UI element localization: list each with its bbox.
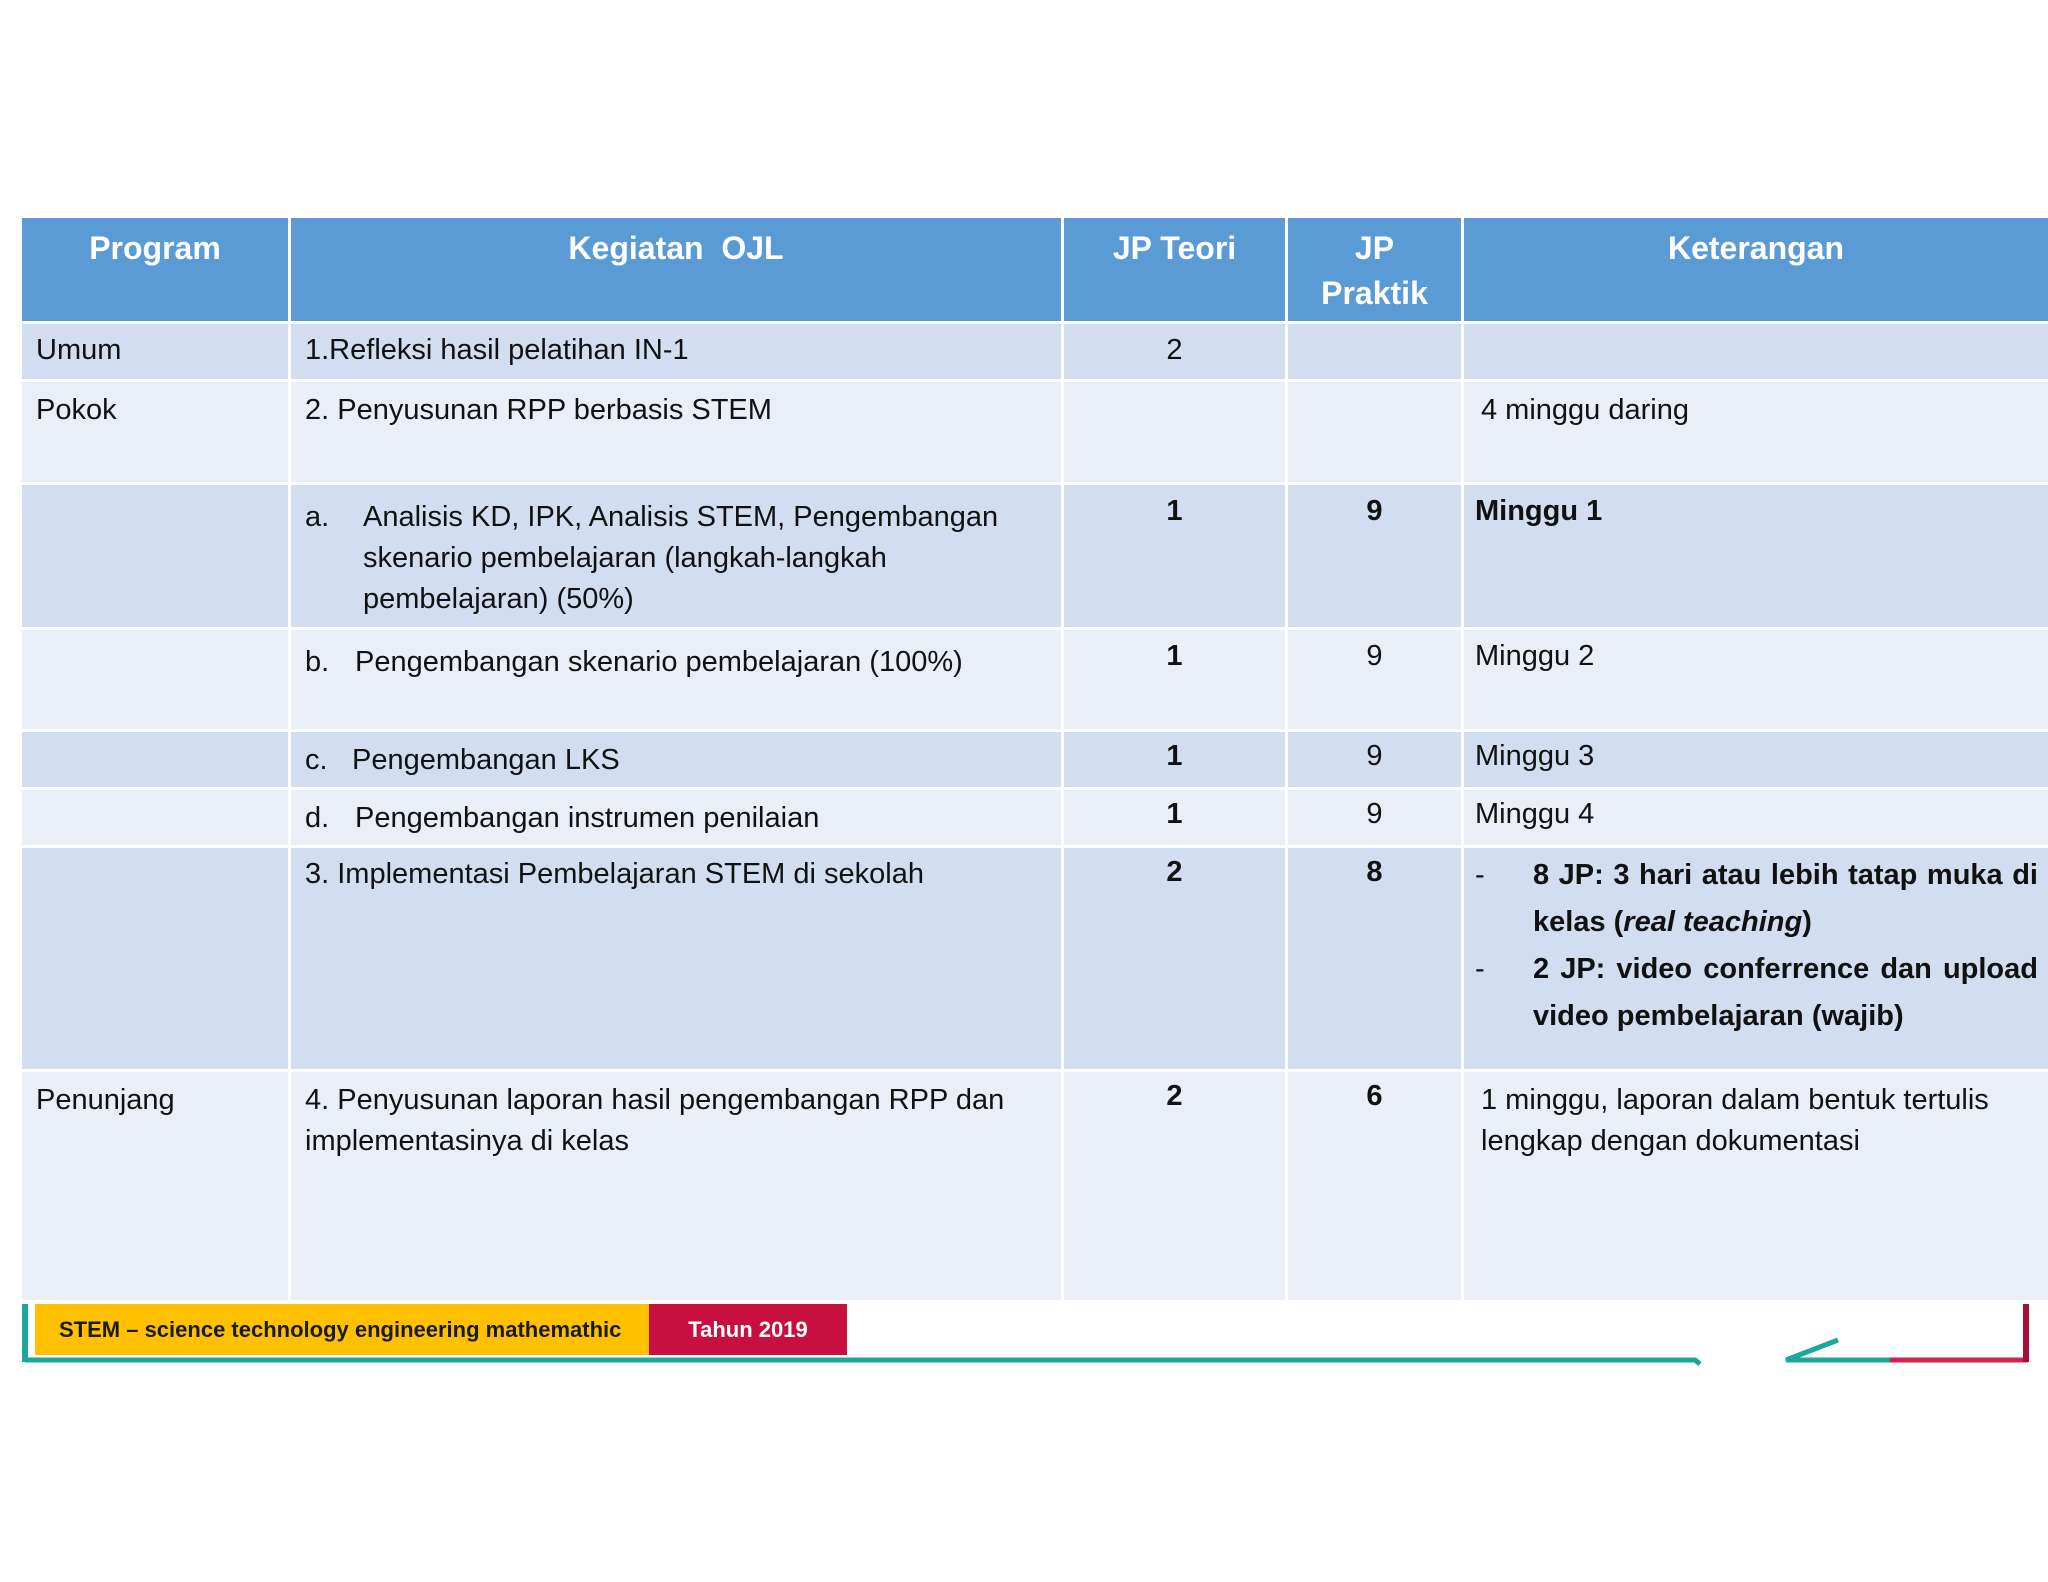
list-marker: a.	[305, 501, 330, 533]
cell-jp-praktik: 9	[1287, 629, 1463, 731]
cell-jp-teori: 1	[1063, 789, 1287, 847]
cell-jp-praktik: 9	[1287, 484, 1463, 629]
list-marker: b.	[305, 646, 330, 678]
cell-jp-teori: 1	[1063, 629, 1287, 731]
cell-jp-praktik: 9	[1287, 789, 1463, 847]
cell-keterangan: Minggu 4	[1463, 789, 2048, 847]
col-header-kegiatan: Kegiatan OJL	[290, 217, 1063, 323]
year-label: Tahun 2019	[649, 1304, 847, 1355]
cell-jp-teori: 1	[1063, 484, 1287, 629]
bullet-text-pre: 8 JP: 3 hari atau lebih tatap muka di kelas (	[1533, 859, 2038, 938]
table-row	[21, 381, 2048, 484]
table-row	[21, 847, 2048, 1071]
col-header-jp-teori: JP Teori	[1063, 217, 1287, 323]
cell-jp-teori: 2	[1063, 1071, 1287, 1302]
table-row	[21, 1071, 2048, 1302]
cell-program	[21, 629, 290, 731]
cell-program: Penunjang	[21, 1071, 290, 1302]
cell-jp-praktik: 8	[1287, 847, 1463, 1071]
cell-program	[21, 484, 290, 629]
col-header-keterangan: Keterangan	[1463, 217, 2048, 323]
cell-kegiatan: 4. Penyusunan laporan hasil pengembangan RPP dan implementasinya di kelas	[290, 1071, 1063, 1302]
cell-jp-praktik	[1287, 381, 1463, 484]
cell-jp-teori: 2	[1063, 323, 1287, 381]
cell-keterangan	[1463, 847, 2048, 1071]
cell-program	[21, 789, 290, 847]
list-marker: c.	[305, 744, 328, 776]
table-row	[21, 629, 2048, 731]
list-item	[1475, 946, 2038, 1040]
cell-program: Umum	[21, 323, 290, 381]
cell-keterangan: 1 minggu, laporan dalam bentuk tertulis lengkap dengan dokumentasi	[1463, 1071, 2048, 1302]
cell-kegiatan: 2. Penyusunan RPP berbasis STEM	[290, 381, 1063, 484]
bullet-text	[1533, 852, 2038, 946]
bullet-text-italic: real teaching	[1623, 906, 1803, 938]
col-header-jp-praktik	[1287, 217, 1463, 323]
cell-keterangan: 4 minggu daring	[1463, 381, 2048, 484]
keterangan-bullet-list	[1475, 852, 2038, 1040]
cell-kegiatan	[290, 789, 1063, 847]
list-marker: d.	[305, 802, 330, 834]
table-header-row	[21, 217, 2048, 323]
cell-jp-praktik: 6	[1287, 1071, 1463, 1302]
cell-program	[21, 731, 290, 789]
kegiatan-text: Pengembangan instrumen penilaian	[355, 802, 820, 834]
jp-praktik-line: JP Praktik	[1321, 230, 1428, 311]
cell-keterangan: Minggu 3	[1463, 731, 2048, 789]
table-row	[21, 484, 2048, 629]
bullet-text-post: )	[1802, 906, 1812, 938]
cell-kegiatan	[290, 731, 1063, 789]
table-row	[21, 789, 2048, 847]
cell-kegiatan	[290, 484, 1063, 629]
cell-kegiatan: 1.Refleksi hasil pelatihan IN-1	[290, 323, 1063, 381]
cell-program: Pokok	[21, 381, 290, 484]
cell-jp-teori: 2	[1063, 847, 1287, 1071]
cell-jp-teori: 1	[1063, 731, 1287, 789]
bullet-text: 2 JP: video conferrence dan upload video pembelajaran (wajib)	[1533, 953, 2038, 1032]
cell-jp-teori	[1063, 381, 1287, 484]
footer-banner	[0, 1300, 2048, 1370]
cell-program	[21, 847, 290, 1071]
kegiatan-text: Analisis KD, IPK, Analisis STEM, Pengembangan skenario pembelajaran (langkah-langkah pembelajaran) (50%)	[363, 501, 999, 615]
cell-keterangan	[1463, 323, 2048, 381]
list-item	[1475, 852, 2038, 946]
table-row	[21, 323, 2048, 381]
stem-label: STEM – science technology engineering mathemathic	[35, 1304, 649, 1355]
table-row	[21, 731, 2048, 789]
kegiatan-text: Pengembangan skenario pembelajaran (100%)	[355, 646, 963, 678]
kegiatan-text: Pengembangan LKS	[352, 744, 620, 776]
ojl-table	[19, 215, 2048, 1303]
cell-kegiatan: 3. Implementasi Pembelajaran STEM di sekolah	[290, 847, 1063, 1071]
bullet-dash: -	[1475, 859, 1485, 891]
bullet-dash: -	[1475, 953, 1485, 985]
cell-keterangan: Minggu 1	[1463, 484, 2048, 629]
col-header-program: Program	[21, 217, 290, 323]
cell-jp-praktik	[1287, 323, 1463, 381]
cell-kegiatan	[290, 629, 1063, 731]
cell-jp-praktik: 9	[1287, 731, 1463, 789]
cell-keterangan: Minggu 2	[1463, 629, 2048, 731]
